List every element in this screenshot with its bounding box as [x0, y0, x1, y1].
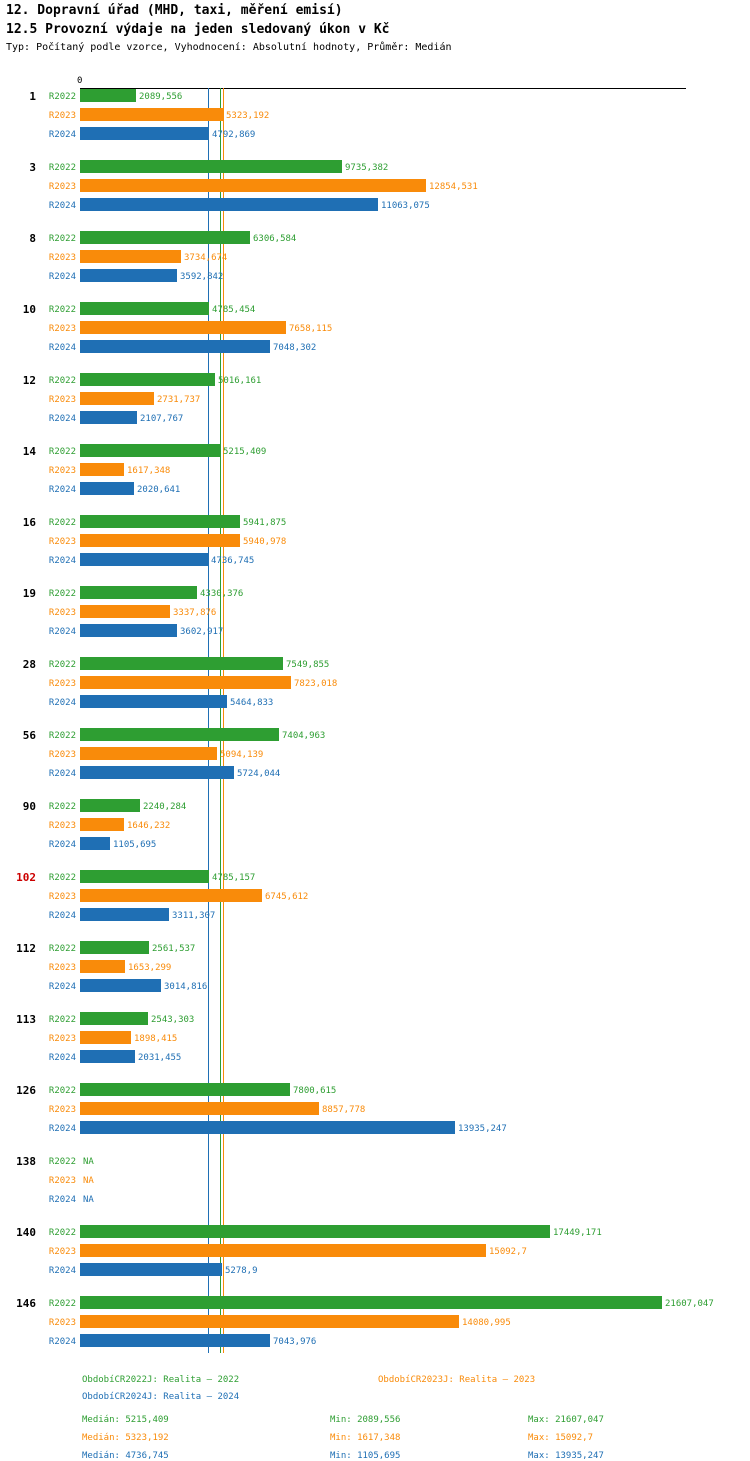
bar[interactable]: [80, 908, 169, 921]
bar[interactable]: [80, 231, 250, 244]
category-label: 146: [16, 1297, 36, 1310]
bar-value-label: 5215,409: [223, 447, 267, 457]
bar-value-na-label: NA: [83, 1195, 94, 1205]
series-label: R2023: [48, 608, 76, 618]
bar-value-label: 5464,833: [230, 698, 274, 708]
bar-value-label: 2731,737: [157, 395, 201, 405]
bar-value-label: 21607,047: [665, 1299, 714, 1309]
stat-min: Min: 1105,695: [330, 1451, 401, 1461]
bar[interactable]: [80, 747, 217, 760]
bar-value-label: 14080,995: [462, 1318, 511, 1328]
bar[interactable]: [80, 1315, 459, 1328]
bar-value-label: 7549,855: [286, 660, 330, 670]
category-label: 112: [16, 942, 36, 955]
series-label: R2023: [48, 324, 76, 334]
series-label: R2024: [48, 698, 76, 708]
chart-title-metric: 12.5 Provozní výdaje na jeden sledovaný úkon v Kč: [6, 22, 390, 37]
bar-value-label: 5094,139: [220, 750, 264, 760]
bar[interactable]: [80, 818, 124, 831]
bar[interactable]: [80, 1121, 455, 1134]
series-label: R2023: [48, 1105, 76, 1115]
series-label: R2022: [48, 660, 76, 670]
bar-value-label: 3311,307: [172, 911, 216, 921]
bar-value-label: 1898,415: [134, 1034, 178, 1044]
bar[interactable]: [80, 695, 227, 708]
bar-value-label: 2561,537: [152, 944, 196, 954]
bar-value-label: 7048,302: [273, 343, 317, 353]
bar[interactable]: [80, 392, 154, 405]
stat-min: Min: 1617,348: [330, 1433, 401, 1443]
chart-subtitle: Typ: Počítaný podle vzorce, Vyhodnocení: Absolutní hodnoty, Průměr: Medián: [6, 42, 452, 53]
category-label: 56: [22, 729, 36, 742]
bar[interactable]: [80, 1012, 148, 1025]
series-label: R2023: [48, 466, 76, 476]
bar[interactable]: [80, 979, 161, 992]
bar-value-na-label: NA: [83, 1176, 94, 1186]
bar-value-label: 2107,767: [140, 414, 184, 424]
category-label: 1: [29, 90, 36, 103]
bar-value-label: 13935,247: [458, 1124, 507, 1134]
category-label: 126: [16, 1084, 36, 1097]
bar[interactable]: [80, 1296, 662, 1309]
bar-value-label: 1105,695: [113, 840, 157, 850]
bar[interactable]: [80, 340, 270, 353]
bar[interactable]: [80, 250, 181, 263]
series-label: R2024: [48, 1053, 76, 1063]
bar[interactable]: [80, 1102, 319, 1115]
series-label: R2023: [48, 253, 76, 263]
series-label: R2022: [48, 944, 76, 954]
bar-value-label: 4792,869: [212, 130, 256, 140]
bar[interactable]: [80, 269, 177, 282]
series-label: R2022: [48, 234, 76, 244]
bar[interactable]: [80, 127, 209, 140]
bar-value-label: 7823,018: [294, 679, 338, 689]
axis-top-line: [80, 88, 686, 89]
series-label: R2023: [48, 821, 76, 831]
series-label: R2023: [48, 1318, 76, 1328]
bar-value-label: 2031,455: [138, 1053, 182, 1063]
series-label: R2024: [48, 414, 76, 424]
bar-value-label: 4785,454: [212, 305, 256, 315]
stat-median: Medián: 5215,409: [82, 1415, 169, 1425]
bar-value-label: 2543,303: [151, 1015, 195, 1025]
bar[interactable]: [80, 411, 137, 424]
bar-value-label: 4736,745: [211, 556, 255, 566]
bar-value-label: 8857,778: [322, 1105, 366, 1115]
series-label: R2022: [48, 447, 76, 457]
bar[interactable]: [80, 444, 220, 457]
legend-item[interactable]: ObdobíCR2022J: Realita – 2022: [82, 1375, 240, 1385]
legend-item[interactable]: ObdobíCR2023J: Realita – 2023: [378, 1375, 536, 1385]
bar-value-label: 12854,531: [429, 182, 478, 192]
series-label: R2024: [48, 1124, 76, 1134]
bar[interactable]: [80, 870, 209, 883]
series-label: R2022: [48, 1157, 76, 1167]
category-label: 140: [16, 1226, 36, 1239]
series-label: R2024: [48, 485, 76, 495]
bar-value-label: 1646,232: [127, 821, 171, 831]
category-label: 113: [16, 1013, 36, 1026]
bar[interactable]: [80, 89, 136, 102]
bar-value-label: 3014,816: [164, 982, 208, 992]
bar-value-label: 3602,917: [180, 627, 224, 637]
bar-value-label: 2240,284: [143, 802, 187, 812]
stat-max: Max: 13935,247: [528, 1451, 604, 1461]
series-label: R2023: [48, 1034, 76, 1044]
stat-median: Medián: 4736,745: [82, 1451, 169, 1461]
bar[interactable]: [80, 553, 208, 566]
series-label: R2022: [48, 376, 76, 386]
series-label: R2022: [48, 92, 76, 102]
bar[interactable]: [80, 463, 124, 476]
bar[interactable]: [80, 1031, 131, 1044]
bar-value-label: 15092,7: [489, 1247, 527, 1257]
category-label: 8: [29, 232, 36, 245]
bar-value-label: 3337,876: [173, 608, 217, 618]
bar[interactable]: [80, 889, 262, 902]
category-label: 16: [22, 516, 36, 529]
bar[interactable]: [80, 482, 134, 495]
bar-value-label: 2089,556: [139, 92, 183, 102]
bar-value-label: 6306,584: [253, 234, 297, 244]
series-label: R2024: [48, 272, 76, 282]
series-label: R2022: [48, 802, 76, 812]
bar-value-label: 4330,376: [200, 589, 244, 599]
bar[interactable]: [80, 515, 240, 528]
bar[interactable]: [80, 676, 291, 689]
bar[interactable]: [80, 657, 283, 670]
series-label: R2024: [48, 982, 76, 992]
bar-value-label: 5323,192: [226, 111, 270, 121]
series-label: R2024: [48, 556, 76, 566]
bar-value-label: 1653,299: [128, 963, 172, 973]
series-label: R2024: [48, 627, 76, 637]
category-label: 12: [22, 374, 36, 387]
bar[interactable]: [80, 302, 209, 315]
stat-max: Max: 21607,047: [528, 1415, 604, 1425]
bar[interactable]: [80, 534, 240, 547]
axis-zero-label: 0: [77, 76, 83, 86]
stat-min: Min: 2089,556: [330, 1415, 401, 1425]
series-label: R2024: [48, 201, 76, 211]
bar-value-label: 5278,9: [225, 1266, 258, 1276]
bar[interactable]: [80, 1263, 222, 1276]
bar[interactable]: [80, 960, 125, 973]
bar[interactable]: [80, 198, 378, 211]
legend-item[interactable]: ObdobíCR2024J: Realita – 2024: [82, 1392, 240, 1402]
chart-title-section: 12. Dopravní úřad (MHD, taxi, měření emisí): [6, 3, 343, 18]
series-label: R2022: [48, 1086, 76, 1096]
stat-max: Max: 15092,7: [528, 1433, 594, 1443]
bar-value-label: 4785,157: [212, 873, 256, 883]
bar-value-label: 5940,978: [243, 537, 287, 547]
bar-value-na-label: NA: [83, 1157, 94, 1167]
bar[interactable]: [80, 766, 234, 779]
series-label: R2024: [48, 130, 76, 140]
series-label: R2024: [48, 911, 76, 921]
bar[interactable]: [80, 1244, 486, 1257]
bar[interactable]: [80, 586, 197, 599]
bar[interactable]: [80, 799, 140, 812]
bar-value-label: 7404,963: [282, 731, 326, 741]
bar[interactable]: [80, 728, 279, 741]
series-label: R2022: [48, 518, 76, 528]
bar[interactable]: [80, 179, 426, 192]
series-label: R2022: [48, 305, 76, 315]
series-label: R2023: [48, 750, 76, 760]
series-label: R2024: [48, 840, 76, 850]
series-label: R2023: [48, 1176, 76, 1186]
bar[interactable]: [80, 837, 110, 850]
category-label: 10: [22, 303, 36, 316]
series-label: R2022: [48, 1299, 76, 1309]
bar[interactable]: [80, 624, 177, 637]
bar-value-label: 11063,075: [381, 201, 430, 211]
series-label: R2022: [48, 731, 76, 741]
bar-value-label: 17449,171: [553, 1228, 602, 1238]
series-label: R2022: [48, 873, 76, 883]
bar[interactable]: [80, 941, 149, 954]
bar[interactable]: [80, 321, 286, 334]
series-label: R2022: [48, 1015, 76, 1025]
bar[interactable]: [80, 1050, 135, 1063]
series-label: R2023: [48, 395, 76, 405]
bar-value-label: 3734,674: [184, 253, 228, 263]
series-label: R2024: [48, 1195, 76, 1205]
bar-value-label: 7658,115: [289, 324, 333, 334]
series-label: R2022: [48, 1228, 76, 1238]
bar-value-label: 2020,641: [137, 485, 181, 495]
bar[interactable]: [80, 605, 170, 618]
bar-value-label: 7800,615: [293, 1086, 337, 1096]
series-label: R2023: [48, 537, 76, 547]
bar-value-label: 5941,875: [243, 518, 287, 528]
series-label: R2023: [48, 1247, 76, 1257]
series-label: R2023: [48, 679, 76, 689]
category-label: 28: [22, 658, 36, 671]
bar-value-label: 6745,612: [265, 892, 309, 902]
series-label: R2023: [48, 963, 76, 973]
bar[interactable]: [80, 160, 342, 173]
bar-value-label: 1617,348: [127, 466, 171, 476]
series-label: R2023: [48, 182, 76, 192]
series-label: R2022: [48, 589, 76, 599]
bar[interactable]: [80, 108, 223, 121]
bar[interactable]: [80, 1083, 290, 1096]
category-label: 19: [22, 587, 36, 600]
bar[interactable]: [80, 1334, 270, 1347]
stat-median: Medián: 5323,192: [82, 1433, 169, 1443]
bar-value-label: 7043,976: [273, 1337, 317, 1347]
category-label: 14: [22, 445, 36, 458]
series-label: R2024: [48, 1337, 76, 1347]
series-label: R2024: [48, 769, 76, 779]
category-label: 90: [22, 800, 36, 813]
bar-value-label: 5016,161: [218, 376, 262, 386]
series-label: R2024: [48, 1266, 76, 1276]
bar-value-label: 3592,842: [180, 272, 224, 282]
bar[interactable]: [80, 373, 215, 386]
series-label: R2022: [48, 163, 76, 173]
category-label: 3: [29, 161, 36, 174]
bar-value-label: 9735,382: [345, 163, 389, 173]
series-label: R2024: [48, 343, 76, 353]
category-label: 102: [16, 871, 36, 884]
bar-value-label: 5724,044: [237, 769, 281, 779]
series-label: R2023: [48, 111, 76, 121]
bar[interactable]: [80, 1225, 550, 1238]
category-label: 138: [16, 1155, 36, 1168]
series-label: R2023: [48, 892, 76, 902]
